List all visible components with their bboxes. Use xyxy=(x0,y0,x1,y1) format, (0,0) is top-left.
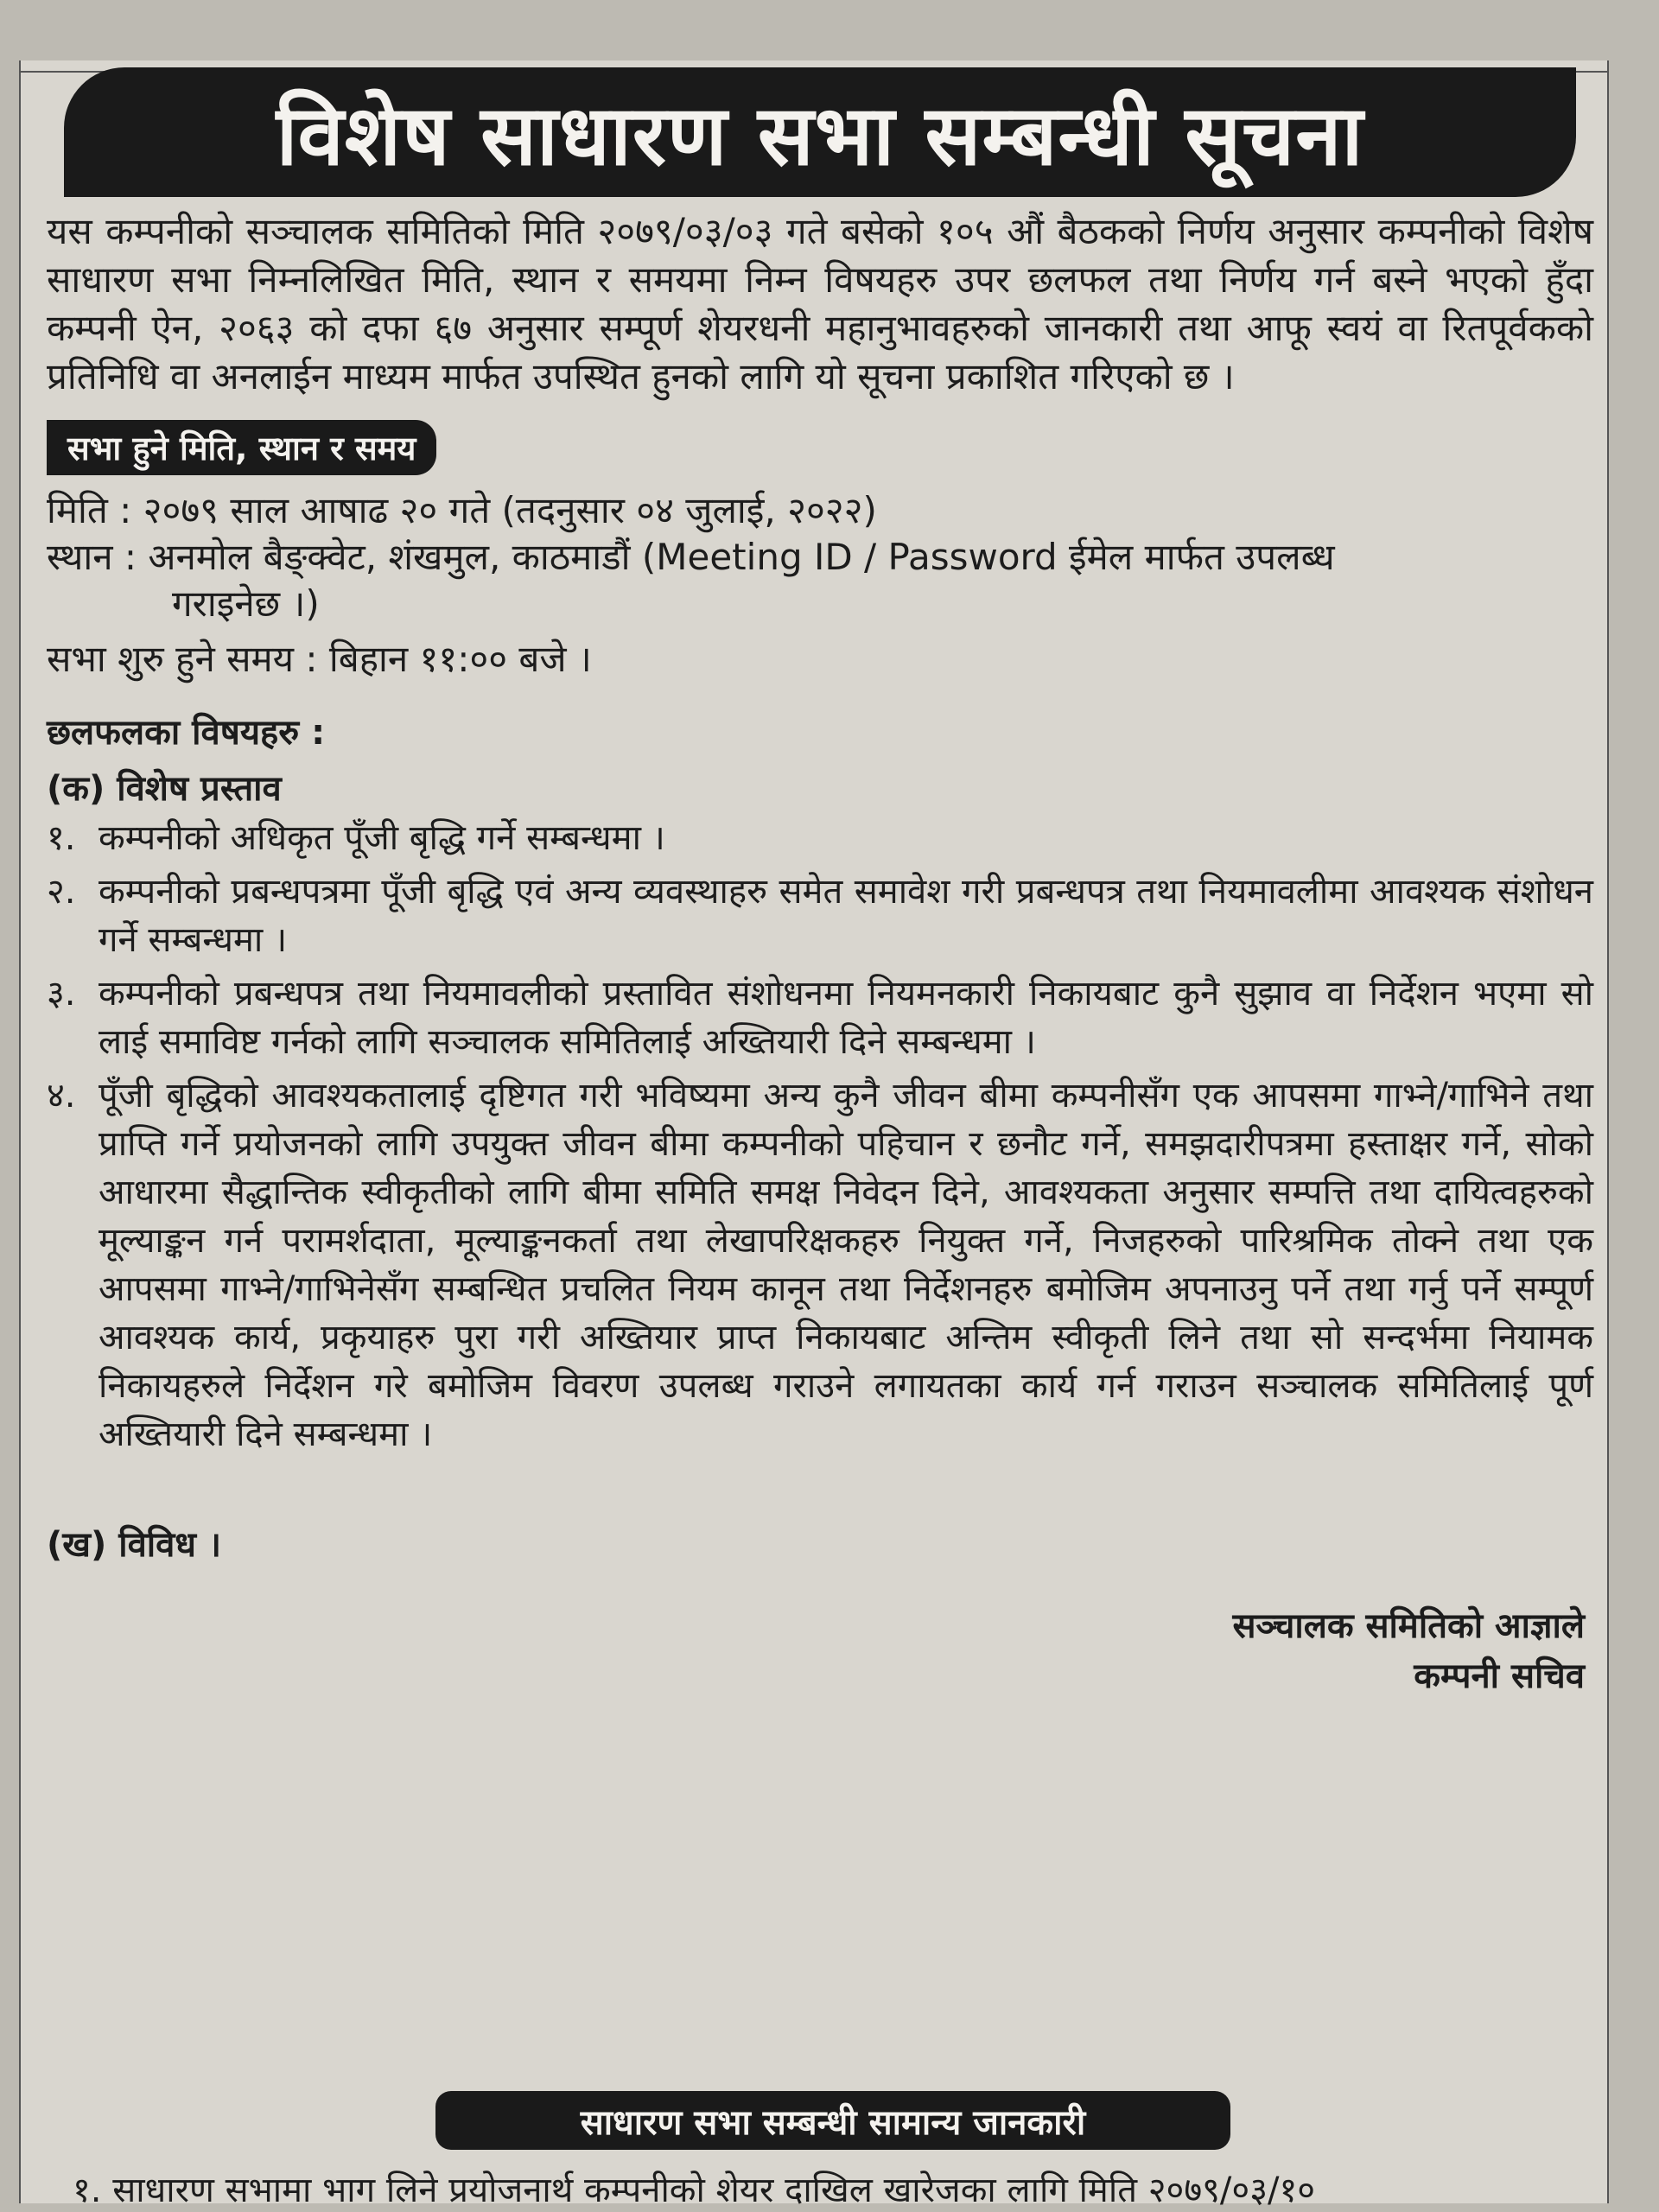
general-info-item: १. साधारण सभामा भाग लिने प्रयोजनार्थ कम्पनीको शेयर दाखिल खारेजका लागि मिति २०७९/०३/१० xyxy=(73,2171,1316,2210)
general-info-heading: साधारण सभा सम्बन्धी सामान्य जानकारी xyxy=(435,2091,1230,2150)
agenda-heading: छलफलका विषयहरु : xyxy=(47,713,326,753)
agenda-item-number: ३. xyxy=(47,974,76,1014)
agenda-item-text: कम्पनीको प्रबन्धपत्रमा पूँजी बृद्धि एवं अन्य व्यवस्थाहरु समेत समावेश गरी प्रबन्धपत्र तथा नियमावलीमा आवश्यक संशोधन गर्ने सम्बन्धमा । xyxy=(99,872,1593,960)
agenda-item xyxy=(47,814,1593,862)
agenda-item xyxy=(47,868,1593,964)
special-resolution-heading: (क) विशेष प्रस्ताव xyxy=(47,769,282,809)
meeting-details-heading: सभा हुने मिति, स्थान र समय xyxy=(47,420,436,475)
agenda-item xyxy=(47,969,1593,1066)
intro-paragraph: यस कम्पनीको सञ्चालक समितिको मिति २०७९/०३/०३ गते बसेको १०५ औं बैठकको निर्णय अनुसार कम्पनीको विशेष साधारण सभा निम्नलिखित मिति, स्थान र समयमा निम्न विषयहरु उपर छलफल तथा निर्णय गर्न बस्ने भएको हुँदा कम्पनी ऐन, २०६३ को दफा ६७ अनुसार सम्पूर्ण शेयरधनी महानुभावहरुको जानकारी तथा आफू स्वयं वा रितपूर्वकको प्रतिनिधि वा अनलाईन माध्यम मार्फत उपस्थित हुनको लागि यो सूचना प्रकाशित गरिएको छ । xyxy=(47,210,1593,397)
agenda-item-text: कम्पनीको प्रबन्धपत्र तथा नियमावलीको प्रस्तावित संशोधनमा नियमनकारी निकायबाट कुनै सुझाव वा निर्देशन भएमा सो लाई समाविष्ट गर्नको लागि सञ्चालक समितिलाई अख्तियारी दिने सम्बन्धमा । xyxy=(99,974,1593,1062)
notice-body xyxy=(47,207,1593,1701)
meeting-venue: स्थान : अनमोल बैङ्क्वेट, शंखमुल, काठमाडौं (Meeting ID / Password ईमेल मार्फत उपलब्ध xyxy=(47,536,1335,578)
agenda-item-number: ४. xyxy=(47,1076,76,1116)
agenda-item-number: २. xyxy=(47,872,76,912)
agenda-item-text: कम्पनीको अधिकृत पूँजी बृद्धि गर्ने सम्बन्धमा । xyxy=(99,818,665,858)
agenda-item xyxy=(47,1071,1593,1459)
notice-title: विशेष साधारण सभा सम्बन्धी सूचना xyxy=(64,67,1576,197)
signature-line-order: सञ्चालक समितिको आज्ञाले xyxy=(1232,1606,1585,1646)
meeting-time: सभा शुरु हुने समय : बिहान ११:०० बजे । xyxy=(47,638,592,680)
meeting-date: मिति : २०७९ साल आषाढ २० गते (तदनुसार ०४ जुलाई, २०२२) xyxy=(47,489,877,531)
agenda-list xyxy=(47,814,1593,1459)
notice-page xyxy=(19,60,1609,2210)
signature-line-secretary: कम्पनी सचिव xyxy=(1414,1656,1585,1696)
misc-heading: (ख) विविध । xyxy=(47,1525,222,1565)
agenda-item-number: १. xyxy=(47,818,76,858)
meeting-venue-continued: गराइनेछ ।) xyxy=(172,582,320,625)
signature-block xyxy=(47,1601,1593,1701)
agenda-item-text: पूँजी बृद्धिको आवश्यकतालाई दृष्टिगत गरी भविष्यमा अन्य कुनै जीवन बीमा कम्पनीसँग एक आपसमा गाभ्ने/गाभिने तथा प्राप्ति गर्ने प्रयोजनको लागि उपयुक्त जीवन बीमा कम्पनीको पहिचान र छनौट गर्ने, समझदारीपत्रमा हस्ताक्षर गर्ने, सोको आधारमा सैद्धान्तिक स्वीकृतीको लागि बीमा समिति समक्ष निवेदन दिने, आवश्यकता अनुसार सम्पत्ति तथा दायित्वहरुको मूल्याङ्कन गर्न परामर्शदाता, मूल्याङ्कनकर्ता तथा लेखापरिक्षकहरु नियुक्त गर्ने, निजहरुको पारिश्रमिक तोक्ने तथा एक आपसमा गाभ्ने/गाभिनेसँग सम्बन्धित प्रचलित नियम कानून तथा निर्देशनहरु बमोजिम अपनाउनु पर्ने तथा गर्नु पर्ने सम्पूर्ण आवश्यक कार्य, प्रकृयाहरु पुरा गरी अख्तियार प्राप्त निकायबाट अन्तिम स्वीकृती लिने तथा सो सन्दर्भमा नियामक निकायहरुले निर्देशन गरे बमोजिम विवरण उपलब्ध गराउने लगायतका कार्य गर्न गराउन सञ्चालक समितिलाई पूर्ण अख्तियारी दिने सम्बन्धमा । xyxy=(99,1076,1593,1454)
